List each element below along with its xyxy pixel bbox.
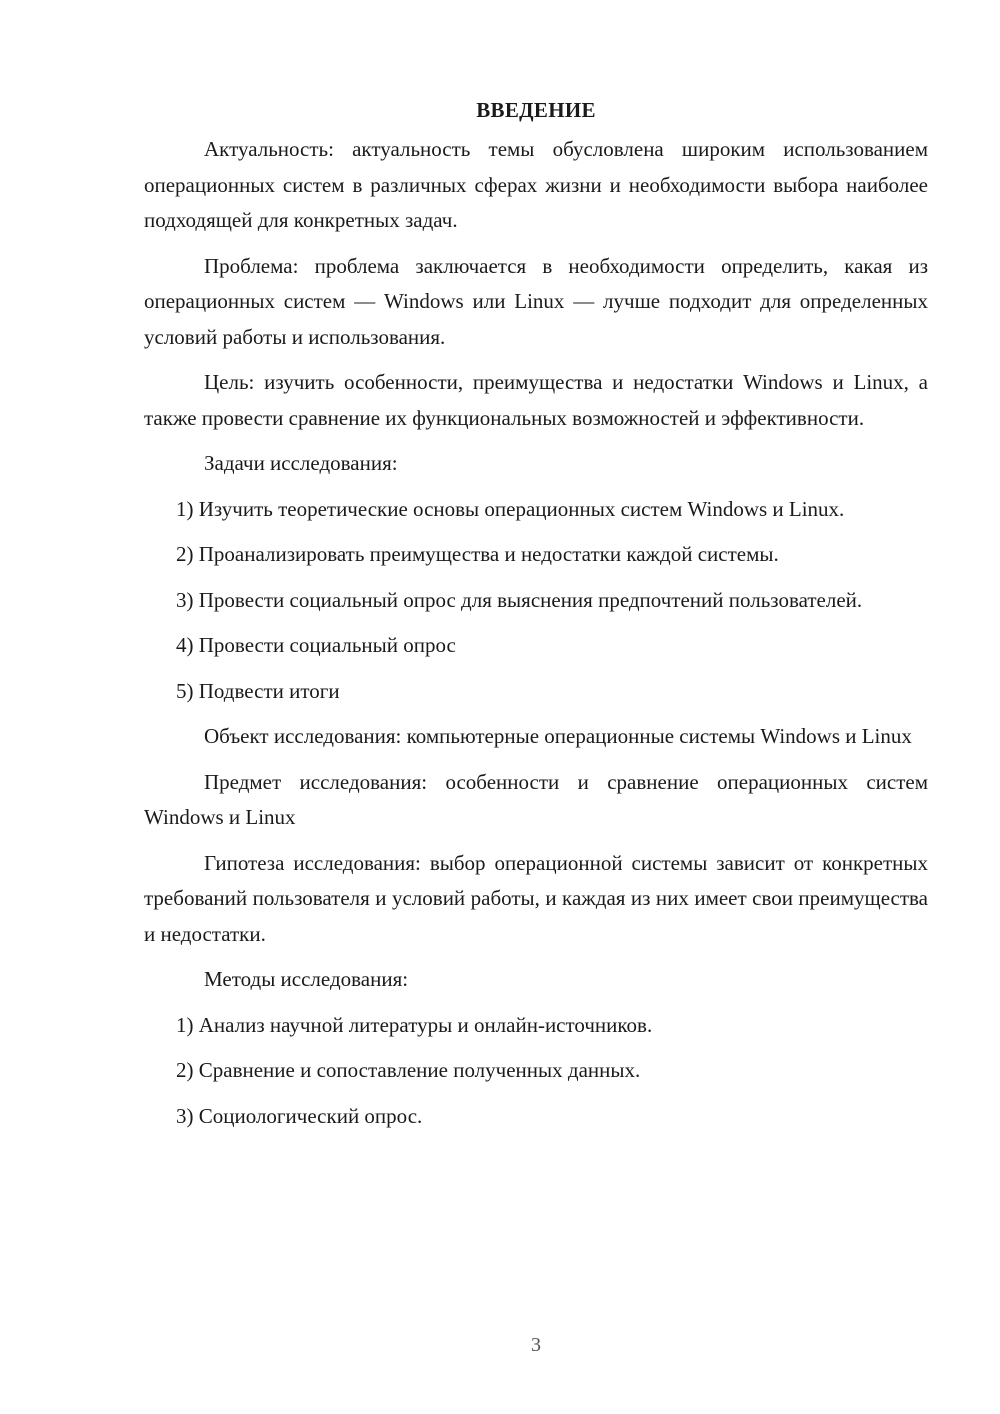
method-item-1: 1) Анализ научной литературы и онлайн-источников. <box>176 1012 653 1037</box>
paragraph-subject: Предмет исследования: особенности и сравнение операционных систем Windows и Linux <box>144 769 928 829</box>
method-item-3: 3) Социологический опрос. <box>176 1103 423 1128</box>
paragraph-object: Объект исследования: компьютерные операционные системы Windows и Linux <box>204 724 912 748</box>
paragraph-problem: Проблема: проблема заключается в необходимости определить, какая из операционных систем — Windows или Linux — лучше подходит для определенных условий работы и использования. <box>144 253 928 349</box>
task-item-1: 1) Изучить теоретические основы операционных систем Windows и Linux. <box>176 496 845 521</box>
page-number: 3 <box>531 1334 541 1356</box>
paragraph-relevance: Актуальность: актуальность темы обусловлена широким использованием операционных систем в различных сферах жизни и необходимости выбора наиболее подходящей для конкретных задач. <box>144 137 928 232</box>
section-title: ВВЕДЕНИЕ <box>476 98 596 122</box>
paragraph-tasks-heading: Задачи исследования: <box>204 451 398 475</box>
task-item-2: 2) Проанализировать преимущества и недостатки каждой системы. <box>176 542 779 566</box>
paragraph-methods-heading: Методы исследования: <box>204 967 409 991</box>
document-page <box>144 92 928 1144</box>
task-item-4: 4) Провести социальный опрос <box>176 633 456 657</box>
paragraph-hypothesis: Гипотеза исследования: выбор операционной системы зависит от конкретных требований пользователя и условий работы, и каждая из них имеет свои преимущества и недостатки. <box>144 850 928 946</box>
paragraph-goal: Цель: изучить особенности, преимущества и недостатки Windows и Linux, а также провести сравнение их функциональных возможностей и эффективности. <box>144 370 928 430</box>
method-item-2: 2) Сравнение и сопоставление полученных данных. <box>176 1058 641 1082</box>
task-item-3: 3) Провести социальный опрос для выяснения предпочтений пользователей. <box>176 587 863 612</box>
task-item-5: 5) Подвести итоги <box>176 678 340 703</box>
